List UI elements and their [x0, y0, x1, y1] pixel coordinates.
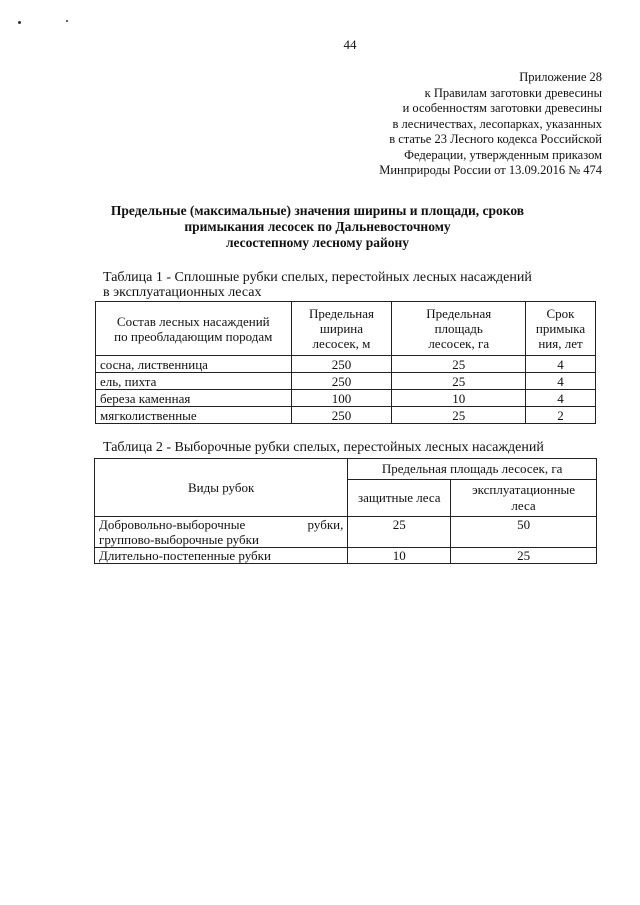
table-clear-cutting — [95, 301, 596, 424]
scan-speck — [66, 20, 68, 22]
area-cell: 25 — [392, 356, 526, 373]
species-cell: мягколиственные — [96, 407, 292, 424]
width-cell: 250 — [291, 373, 392, 390]
appendix-line: Федерации, утвержденным приказом — [404, 147, 602, 162]
term-cell: 4 — [526, 390, 596, 407]
exploitation-area-cell: 50 — [451, 517, 597, 548]
table-row — [95, 548, 597, 564]
header-max-area — [392, 302, 526, 356]
area-cell: 10 — [392, 390, 526, 407]
header-line: площадь — [434, 321, 483, 336]
header-line: Предельная — [426, 306, 492, 321]
table1-caption-line: в эксплуатационных лесах — [103, 285, 262, 300]
width-cell: 100 — [291, 390, 392, 407]
appendix-line: Минприроды России от 13.09.2016 № 474 — [379, 163, 602, 177]
table1-header-row — [96, 302, 596, 356]
protective-area-cell: 10 — [348, 548, 451, 564]
table1-caption — [103, 270, 532, 300]
header-line: лесосек, га — [428, 336, 490, 351]
term-cell: 4 — [526, 373, 596, 390]
appendix-line: Приложение 28 — [519, 70, 602, 84]
table-row — [95, 517, 597, 548]
title-line: примыкания лесосек по Дальневосточному — [184, 219, 451, 234]
term-cell: 2 — [526, 407, 596, 424]
header-line: по преобладающим породам — [114, 328, 273, 344]
page-number: 44 — [343, 37, 357, 52]
header-max-width — [291, 302, 392, 356]
exploitation-area-cell: 25 — [451, 548, 597, 564]
term-cell: 4 — [526, 356, 596, 373]
header-line: ширина — [319, 321, 364, 336]
cutting-type-line — [99, 517, 343, 532]
table2-caption: Таблица 2 - Выборочные рубки спелых, перестойных лесных насаждений — [103, 440, 544, 455]
width-cell: 250 — [291, 407, 392, 424]
header-forest-composition — [96, 302, 292, 356]
appendix-note — [379, 70, 602, 179]
table-row — [96, 356, 596, 373]
table2-header-row — [95, 459, 597, 480]
header-line: Срок — [546, 306, 575, 321]
header-exploitation-forests — [451, 480, 597, 517]
cutting-type-word: Добровольно-выборочные — [99, 517, 246, 532]
table-row — [96, 373, 596, 390]
header-line: Состав лесных насаждений — [116, 313, 270, 329]
species-cell: ель, пихта — [96, 373, 292, 390]
header-protective-forests: защитные леса — [348, 480, 451, 517]
protective-area-cell: 25 — [348, 517, 451, 548]
cutting-type-word: рубки, — [307, 517, 344, 532]
table-row — [96, 407, 596, 424]
header-line: леса — [511, 498, 536, 513]
cutting-type-line: группово-выборочные рубки — [99, 532, 259, 547]
species-cell: береза каменная — [96, 390, 292, 407]
species-cell: сосна, лиственница — [96, 356, 292, 373]
table1-caption-line: Таблица 1 - Сплошные рубки спелых, перестойных лесных насаждений — [103, 270, 532, 285]
header-adjacency-term — [526, 302, 596, 356]
header-line: примыка — [535, 321, 586, 336]
document-title — [110, 203, 525, 251]
header-cutting-type: Виды рубок — [95, 459, 348, 517]
cutting-type-cell — [95, 517, 348, 548]
width-cell: 250 — [291, 356, 392, 373]
header-line: лесосек, м — [312, 336, 371, 351]
header-line: Предельная — [308, 306, 374, 321]
appendix-line: в статье 23 Лесного кодекса Российской — [389, 132, 602, 146]
scan-speck — [18, 21, 21, 24]
table-row — [96, 390, 596, 407]
header-max-area: Предельная площадь лесосек, га — [348, 459, 597, 480]
header-line: ния, лет — [538, 336, 583, 351]
area-cell: 25 — [392, 407, 526, 424]
cutting-type-cell: Длительно-постепенные рубки — [95, 548, 348, 564]
table-selective-cutting — [94, 458, 597, 564]
appendix-line: к Правилам заготовки древесины — [424, 85, 602, 100]
header-line: эксплуатационные — [472, 482, 576, 497]
title-line: лесостепному лесному району — [225, 235, 410, 250]
appendix-line: в лесничествах, лесопарках, указанных — [392, 116, 602, 131]
title-line: Предельные (максимальные) значения ширины и площади, сроков — [110, 203, 525, 218]
appendix-line: и особенностям заготовки древесины — [402, 101, 602, 115]
area-cell: 25 — [392, 373, 526, 390]
